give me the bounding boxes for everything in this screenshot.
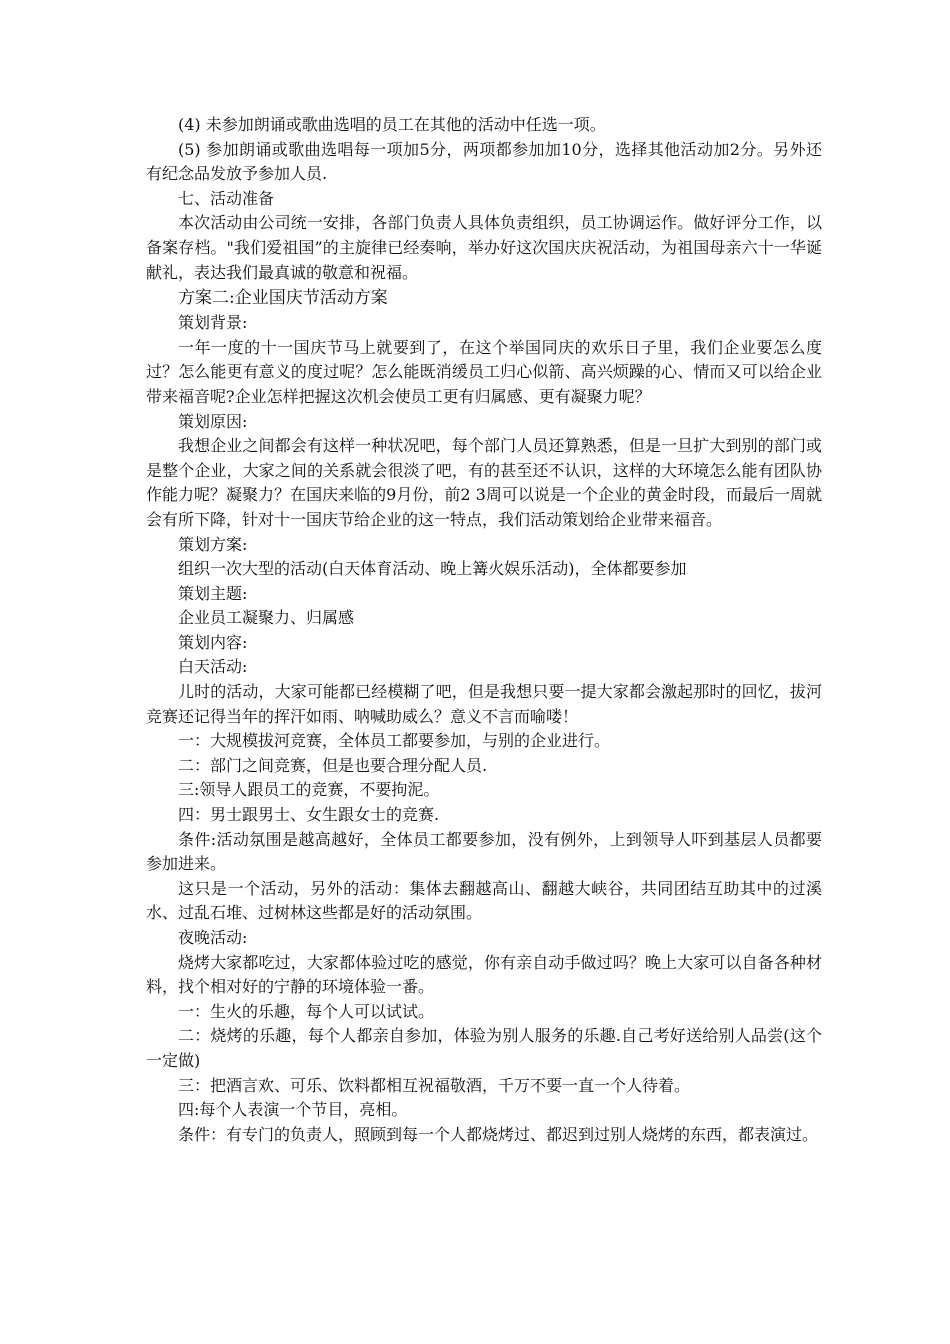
paragraph-day-condition: 条件:活动氛围是越高越好，全体员工都要参加，没有例外，上到领导人吓到基层人员都要参加进来。 [146,829,822,874]
list-item-night-2: 二：烧烤的乐趣，每个人都亲自参加，体验为别人服务的乐趣.自己考好送给别人品尝(这个一定做) [146,1026,822,1070]
label-content: 策划内容: [178,632,248,652]
list-item-night-4: 四:每个人表演一个节目，亮相。 [178,1100,408,1120]
label-background: 策划背景: [178,313,248,333]
label-reason: 策划原因: [178,411,248,431]
list-item-4: (4) 未参加朗诵或歌曲选唱的员工在其他的活动中任选一项。 [178,115,606,134]
list-item-night-1: 一：生火的乐趣，每个人可以试试。 [178,1001,435,1021]
paragraph-activity-prep: 本次活动由公司统一安排，各部门负责人具体负责组织，员工协调运作。做好评分工作，以备案存档。"我们爱祖国”的主旋律已经奏响，举办好这次国庆庆祝活动，为祖国母亲六十一华诞献礼，表达我们最真诚的敬意和祝福。 [146,213,822,282]
label-daytime: 白天活动: [178,657,248,677]
label-plan: 策划方案: [178,534,248,554]
paragraph-other-activities: 这只是一个活动，另外的活动：集体去翻越高山、翻越大峡谷，共同团结互助其中的过溪水、过乱石堆、过树林这些都是好的活动氛围。 [146,878,822,923]
paragraph-daytime-intro: 儿时的活动，大家可能都已经模糊了吧，但是我想只要一提大家都会激起那时的回忆，拔河竞赛还记得当年的挥汗如雨、呐喊助威么？意义不言而喻喽！ [146,682,822,726]
list-item-night-3: 三：把酒言欢、可乐、饮料都相互祝福敬酒，千万不要一直一个人待着。 [178,1075,691,1095]
paragraph-reason: 我想企业之间都会有这样一种状况吧，每个部门人员还算熟悉，但是一旦扩大到别的部门或是整个企业，大家之间的关系就会很淡了吧，有的甚至还不认识，这样的大环境怎么能有团队协作能力呢？凝聚力？在国庆来临的9月份，前2 3周可以说是一个企业的黄金时段，而最后一周就会有所下降，针对十一国庆节给企业的这一特点，我们活动策划给企业带来福音。 [146,436,822,529]
list-item-day-4: 四：男士跟男士、女生跟女士的竞赛. [178,805,440,825]
paragraph-night-condition: 条件：有专门的负责人，照顾到每一个人都烧烤过、都迟到过别人烧烤的东西，都表演过。 [178,1124,819,1144]
list-item-5: (5) 参加朗诵或歌曲选唱每一项加5分，两项都参加加10分，选择其他活动加2分。另外还有纪念品发放予参加人员. [146,139,822,184]
paragraph-theme: 企业员工凝聚力、归属感 [178,608,355,628]
plan-two-title: 方案二:企业国庆节活动方案 [178,288,388,309]
paragraph-background: 一年一度的十一国庆节马上就要到了，在这个举国同庆的欢乐日子里，我们企业要怎么度过？怎么能更有意义的度过呢？怎么能既消缓员工归心似箭、高兴烦躁的心、情而又可以给企业带来福音呢?企业怎样把握这次机会使员工更有归属感、更有凝聚力呢？ [146,337,822,406]
list-item-day-1: 一：大规模拔河竞赛，全体员工都要参加，与别的企业进行。 [178,731,611,751]
section-heading-activity-prep: 七、活动准备 [178,188,275,208]
label-night: 夜晚活动: [178,928,248,947]
paragraph-night-intro: 烧烤大家都吃过，大家都体验过吃的感觉，你有亲自动手做过吗？晚上大家可以自备各种材料，找个相对好的宁静的环境体验一番。 [146,952,822,997]
label-theme: 策划主题: [178,583,248,603]
document-body [146,113,822,1147]
paragraph-plan: 组织一次大型的活动(白天体育活动、晚上篝火娱乐活动)，全体都要参加 [178,559,687,579]
list-item-day-3: 三:领导人跟员工的竞赛，不要拘泥。 [178,780,440,800]
list-item-day-2: 二：部门之间竞赛，但是也要合理分配人员. [178,755,488,775]
